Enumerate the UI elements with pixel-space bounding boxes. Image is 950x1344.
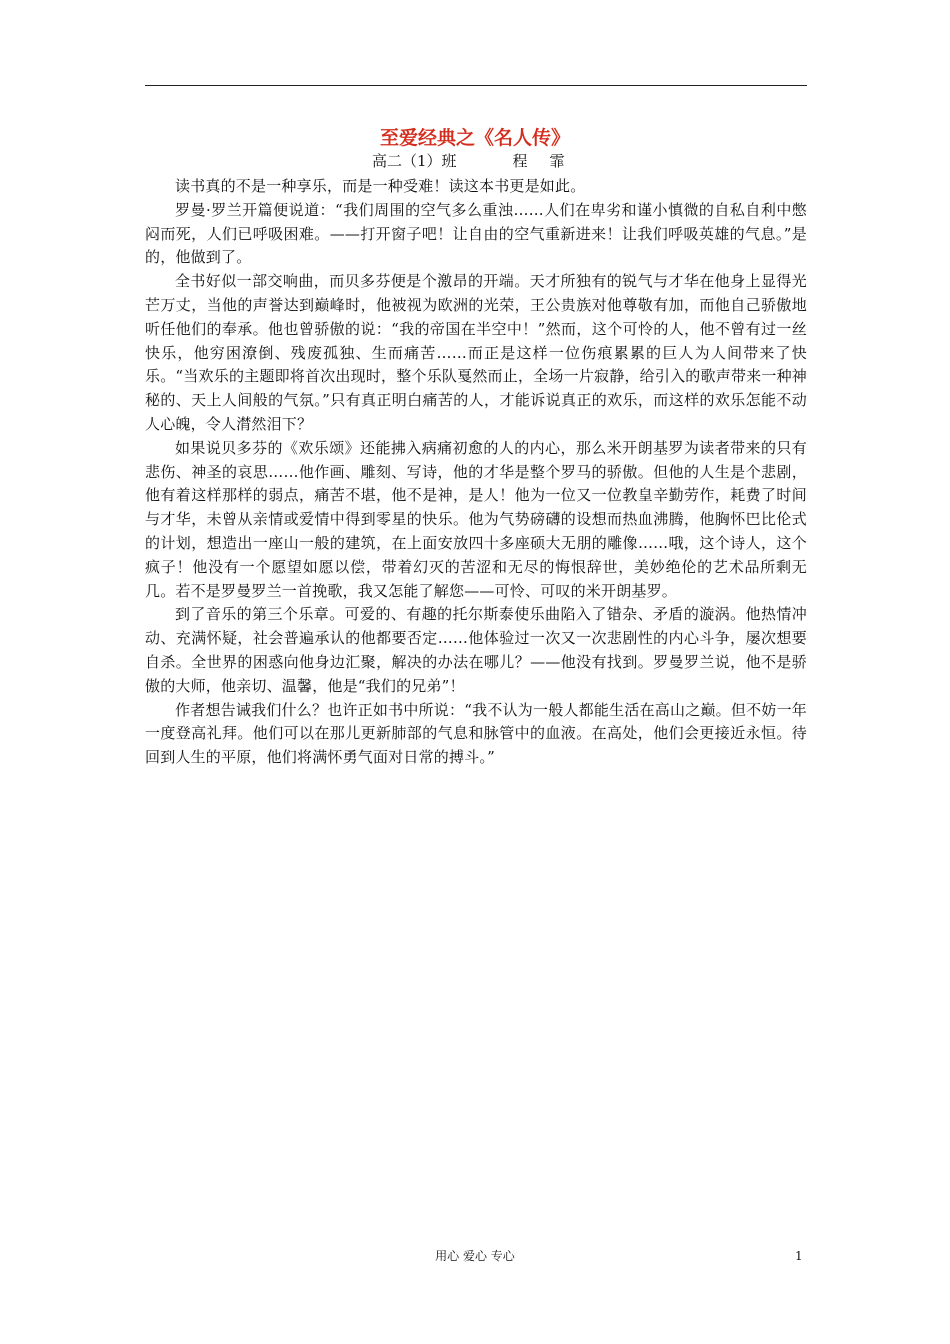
paragraph-4: 如果说贝多芬的《欢乐颂》还能拂入病痛初愈的人的内心，那么米开朗基罗为读者带来的只有悲伤、神圣的哀思……他作画、雕刻、写诗，他的才华是整个罗马的骄傲。但他的人生是个悲剧，他有着这样那样的弱点，痛苦不堪，他不是神，是人！他为一位又一位教皇辛勤劳作，耗费了时间与才华，未曾从亲情或爱情中得到零星的快乐。他为气势磅礴的设想而热血沸腾，他胸怀巴比伦式的计划，想造出一座山一般的建筑，在上面安放四十多座硕大无朋的雕像……哦，这个诗人，这个疯子！他没有一个愿望如愿以偿，带着幻灭的苦涩和无尽的悔恨辞世，美妙绝伦的艺术品所剩无几。若不是罗曼罗兰一首挽歌，我又怎能了解您——可怜、可叹的米开朗基罗。 — [145, 438, 807, 600]
byline-class: 高二（1）班 — [372, 152, 457, 170]
paragraph-5: 到了音乐的第三个乐章。可爱的、有趣的托尔斯泰使乐曲陷入了错杂、矛盾的漩涡。他热情冲动、充满怀疑，社会普遍承认的他都要否定……他体验过一次又一次悲剧性的内心斗争，屡次想要自杀。全世界的困惑向他身边汇聚，解决的办法在哪儿？——他没有找到。罗曼罗兰说，他不是骄傲的大师，他亲切、温馨，他是“我们的兄弟”！ — [145, 605, 807, 695]
byline-author: 程霏 — [512, 152, 587, 170]
document-body — [145, 175, 807, 770]
paragraph-1: 读书真的不是一种享乐，而是一种受难！读这本书更是如此。 — [175, 177, 586, 195]
footer-text: 用心 爱心 专心 — [435, 1249, 515, 1263]
byline — [372, 151, 587, 171]
page-number: 1 — [795, 1249, 803, 1263]
document-title: 至爱经典之《名人传》 — [379, 127, 570, 149]
header-rule — [145, 85, 807, 86]
paragraph-2: 罗曼·罗兰开篇便说道：“我们周围的空气多么重浊……人们在卑劣和谨小慎微的自私自利中憋闷而死，人们已呼吸困难。——打开窗子吧！让自由的空气重新进来！让我们呼吸英雄的气息。”是的，他做到了。 — [145, 200, 807, 267]
paragraph-3: 全书好似一部交响曲，而贝多芬便是个激昂的开端。天才所独有的锐气与才华在他身上显得光芒万丈，当他的声誉达到巅峰时，他被视为欧洲的光荣，王公贵族对他尊敬有加，而他自己骄傲地听任他们的奉承。他也曾骄傲的说：“我的帝国在半空中！”然而，这个可怜的人，他不曾有过一丝快乐，他穷困潦倒、残废孤独、生而痛苦……而正是这样一位伤痕累累的巨人为人间带来了快乐。“当欢乐的主题即将首次出现时，整个乐队戛然而止，全场一片寂静，给引入的歌声带来一种神秘的、天上人间般的气氛。”只有真正明白痛苦的人，才能诉说真正的欢乐，而这样的欢乐怎能不动人心魄，令人潸然泪下？ — [145, 272, 807, 433]
paragraph-6: 作者想告诫我们什么？也许正如书中所说：“我不认为一般人都能生活在高山之巅。但不妨一年一度登高礼拜。他们可以在那儿更新肺部的气息和脉管中的血液。在高处，他们会更接近永恒。待回到人生的平原，他们将满怀勇气面对日常的搏斗。” — [145, 700, 807, 767]
